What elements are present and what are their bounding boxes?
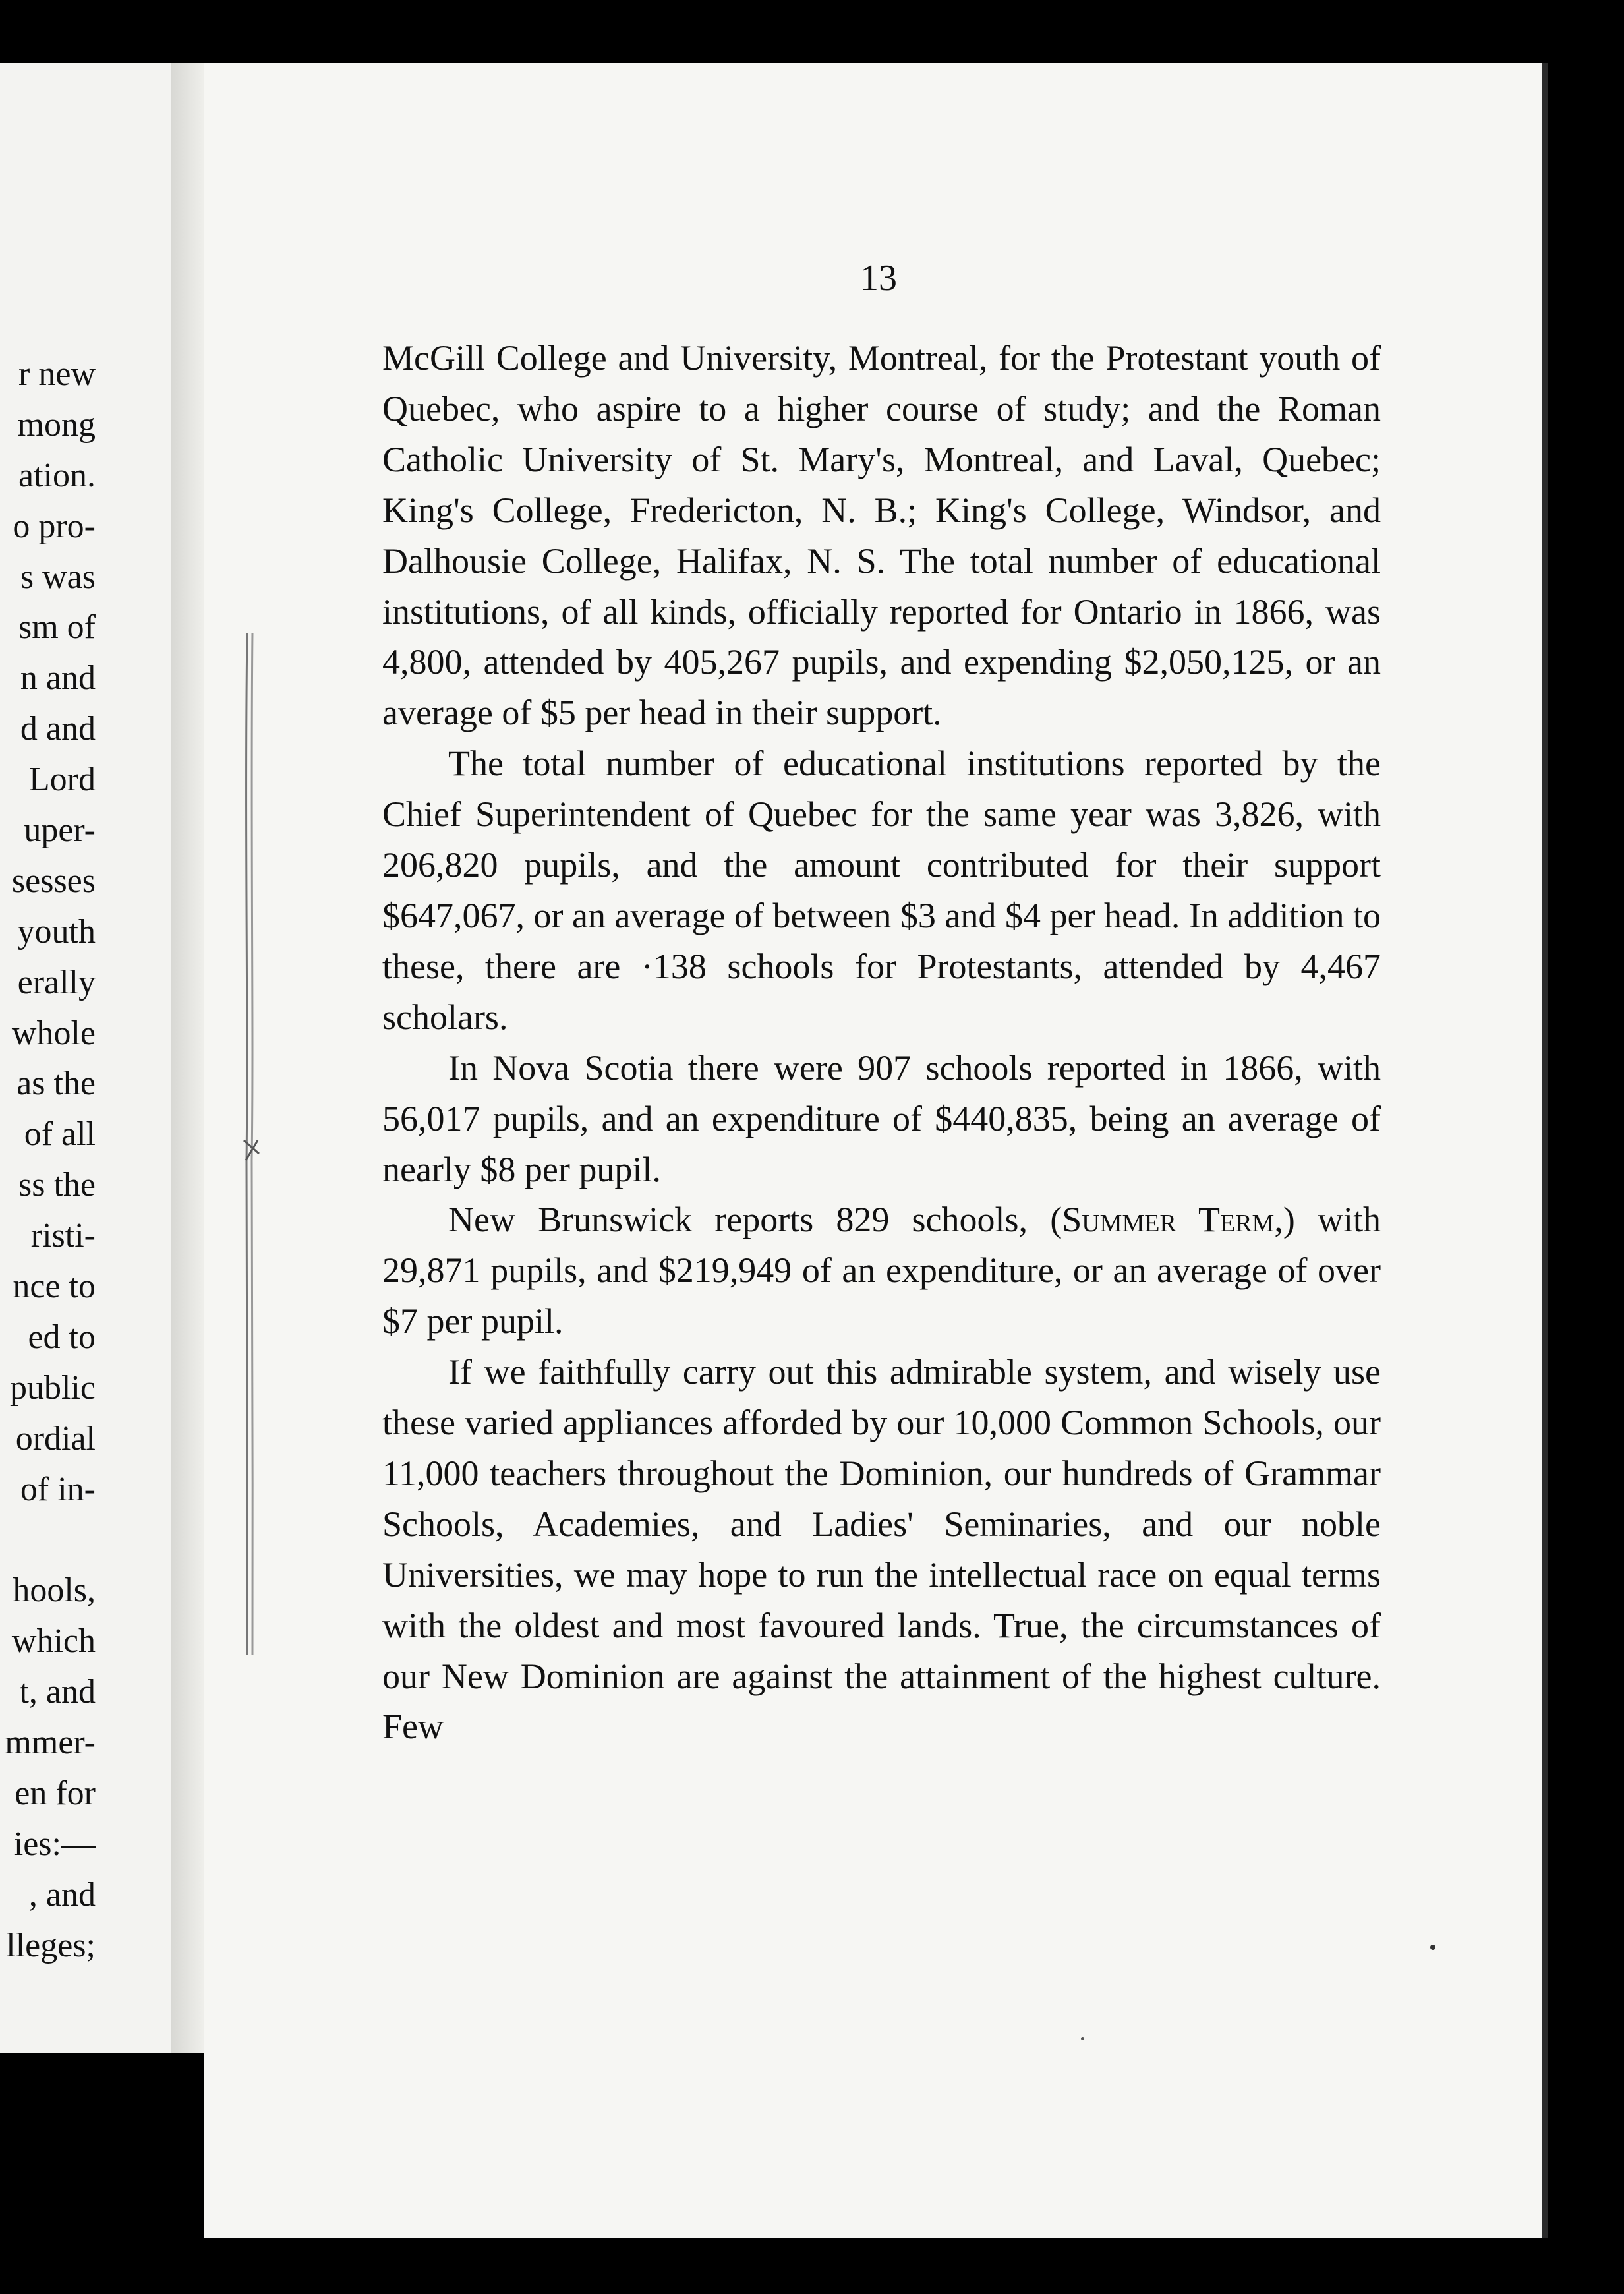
- left-page-line: erally: [17, 963, 96, 1001]
- body-text: [382, 333, 1381, 1752]
- left-page-line: , and: [28, 1875, 96, 1914]
- paragraph-4-part-1: New Brunswick reports 829 schools, (: [448, 1200, 1062, 1240]
- left-page-line: hools,: [13, 1572, 96, 1610]
- left-page-line: mong: [17, 405, 96, 444]
- paragraph-1: McGill College and University, Montreal, for the Protestant youth of Quebec, who aspire to a higher course of study; and the Roman Catholic University of St. Mary's, Montreal, and Laval, Quebec; King's College, Fredericton, N. B.; King's College, Windsor, and Dalhousie College, Halifax, N. S. The total number of educational institutions, of all kinds, officially reported for Ontario in 1866, was 4,800, attended by 405,267 pupils, and expending $2,050,125, or an average of $5 per head in their support.: [382, 338, 1381, 733]
- left-page-text-fragment: [0, 349, 96, 1972]
- paragraph-5: If we faithfully carry out this admirable system, and wisely use these varied appliances afforded by our 10,000 Common Schools, our 11,000 teachers throughout the Dominion, our hundreds of Grammar Schools, Academies, and Ladies' Seminaries, and our noble Universities, we may hope to run the intellectual race on equal terms with the oldest and most favoured lands. True, the circumstances of our New Dominion are against the attainment of the highest culture. Few: [382, 1352, 1381, 1747]
- left-page-line: which: [11, 1622, 96, 1661]
- left-page-line: ies:—: [13, 1825, 96, 1863]
- page-gutter: [171, 63, 204, 2053]
- left-page-line: s was: [20, 558, 96, 596]
- left-page-line: o pro-: [13, 507, 96, 545]
- left-page-line: r new: [18, 355, 96, 393]
- paragraph-2: The total number of educational institutions reported by the Chief Superintendent of Quebec for the same year was 3,826, with 206,820 pupils, and the amount contributed for their support $647,067, or an average of between $3 and $4 per head. In addition to these, there are ·138 schools for Protestants, attended by 4,467 scholars.: [382, 744, 1381, 1037]
- left-page-line: d and: [20, 710, 96, 748]
- paragraph-3: In Nova Scotia there were 907 schools reported in 1866, with 56,017 pupils, and an expenditure of $440,835, being an average of nearly $8 per pupil.: [382, 1047, 1381, 1189]
- left-page-line: ation.: [18, 456, 96, 494]
- left-page-line: sm of: [18, 608, 96, 647]
- left-page-line: whole: [11, 1014, 96, 1052]
- left-page-line: ordial: [15, 1419, 96, 1457]
- left-page-line: t, and: [19, 1673, 96, 1711]
- left-page-line: as the: [16, 1065, 96, 1103]
- paragraph-4-part-2: ) with 29,871 pupils, and $219,949 of an expenditure, or an average of over $7 per pupil.: [382, 1200, 1381, 1341]
- left-page-line: mmer-: [5, 1724, 96, 1762]
- left-page-line: public: [10, 1368, 96, 1407]
- left-page-line: ss the: [18, 1166, 96, 1204]
- binding-thread: [241, 633, 260, 1655]
- left-page-line: nce to: [13, 1268, 96, 1306]
- page-number: 13: [860, 258, 897, 299]
- left-page-line: [0, 1515, 96, 1566]
- left-page-line: youth: [17, 912, 96, 951]
- left-page-line: sesses: [11, 862, 96, 900]
- left-page-line: uper-: [24, 811, 96, 850]
- paragraph-4: [382, 1194, 1381, 1347]
- left-page-line: of in-: [20, 1470, 96, 1508]
- ink-speck: [1081, 2037, 1084, 2040]
- left-page-line: en for: [14, 1774, 96, 1812]
- left-page-line: risti-: [30, 1217, 96, 1255]
- left-page-line: Lord: [28, 761, 96, 799]
- left-page-line: of all: [24, 1115, 96, 1154]
- left-page-line: n and: [20, 659, 96, 697]
- left-page-line: lleges;: [6, 1926, 96, 1964]
- ink-speck: [1430, 1945, 1436, 1950]
- paragraph-4-small-caps: Summer Term,: [1062, 1200, 1283, 1240]
- left-page-line: ed to: [28, 1318, 96, 1356]
